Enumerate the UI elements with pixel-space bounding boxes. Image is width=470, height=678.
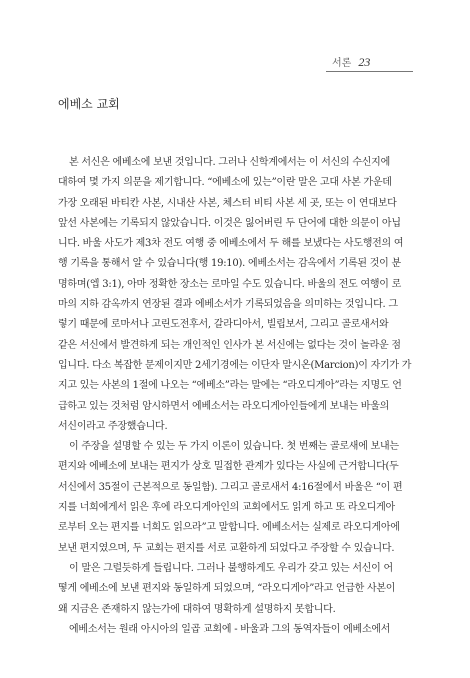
- text-line: 지를 너희에게서 읽은 후에 라오디게아인의 교회에서도 읽게 하고 또 라오디게아: [58, 502, 395, 514]
- text-line: 렇기 때문에 로마서나 고린도전후서, 갈라디아서, 빌립보서, 그리고 골로새서와: [58, 319, 389, 331]
- text-line: 이 주장을 설명할 수 있는 두 가지 이론이 있습니다. 첫 번째는 골로새에 보내는: [69, 441, 399, 453]
- text-line: 보낸 편지였으며, 두 교회는 편지를 서로 교환하게 되었다고 주장할 수 있습니다.: [58, 542, 395, 554]
- text-line: 로부터 오는 편지를 너희도 읽으라”고 말합니다. 에베소서는 실제로 라오디게아에: [58, 522, 400, 534]
- running-head-section: 서론: [332, 58, 352, 69]
- text-line: 같은 서신에서 발견하게 되는 개인적인 인사가 본 서신에는 없다는 것이 놀라운 점: [58, 339, 401, 351]
- text-line: 입니다. 다소 복잡한 문제이지만 2세기경에는 이단자 말시온(Marcion)이 자기가 가: [58, 359, 412, 371]
- section-title: 에베소 교회: [58, 97, 120, 111]
- page-number: 23: [358, 55, 371, 69]
- running-head: [332, 54, 370, 70]
- body-text: [58, 153, 412, 640]
- text-line: 지고 있는 사본의 1절에 나오는 “에베소”라는 말에는 “라오디게아”라는 지명도 언: [58, 380, 402, 392]
- text-line: 서신에서 35절이 근본적으로 동일함). 그리고 골로새서 4:16절에서 바울은 “이 편: [58, 481, 403, 493]
- text-line: 니다. 바울 사도가 제3차 전도 여행 중 에베소에서 두 해를 보냈다는 사도행전의 여: [58, 238, 404, 250]
- text-line: 왜 지금은 존재하지 않는가에 대하여 명확하게 설명하지 못합니다.: [58, 603, 336, 615]
- text-line: 대하여 몇 가지 의문을 제기합니다. “에베소에 있는”이란 말은 고대 사본 가운데: [58, 177, 392, 189]
- text-line: 이 말은 그럴듯하게 들립니다. 그러나 불행하게도 우리가 갖고 있는 서신이 어: [69, 562, 393, 574]
- text-line: 행 기록을 통해서 알 수 있습니다(행 19:10). 에베소서는 감옥에서 기록된 것이 분: [58, 258, 401, 270]
- text-line: 편지와 에베소에 보내는 편지가 상호 밀접한 관계가 있다는 사실에 근거합니다(두: [58, 461, 399, 473]
- text-line: 앞선 사본에는 기록되지 않았습니다. 이것은 잃어버린 두 단어에 대한 의문이 아닙: [58, 217, 401, 229]
- text-line: 가장 오래된 바티칸 사본, 시내산 사본, 체스터 비티 사본 세 곳, 또는 이 연대보다: [58, 197, 397, 209]
- text-line: 본 서신은 에베소에 보낸 것입니다. 그러나 신학계에서는 이 서신의 수신지에: [69, 157, 390, 168]
- text-line: 급하고 있는 것처럼 암시하면서 에베소서는 라오디게아인들에게 보내는 바울의: [58, 400, 390, 412]
- text-line: 에베소서는 원래 아시아의 일곱 교회에 - 바울과 그의 동역자들이 에베소에서: [69, 623, 391, 635]
- text-line: 서신이라고 주장했습니다.: [58, 420, 168, 432]
- header-rule: [326, 71, 413, 72]
- text-line: 떻게 에베소에 보낸 편지와 동일하게 되었으며, “라오디게아”라고 언급한 사본이: [58, 583, 396, 595]
- text-line: 마의 지하 감옥까지 연장된 결과 에베소서가 기록되었음을 의미하는 것입니다. 그: [58, 299, 398, 311]
- text-line: 명하며(엡 3:1), 아마 정확한 장소는 로마일 수도 있습니다. 바울의 전도 여행이 로: [58, 278, 402, 290]
